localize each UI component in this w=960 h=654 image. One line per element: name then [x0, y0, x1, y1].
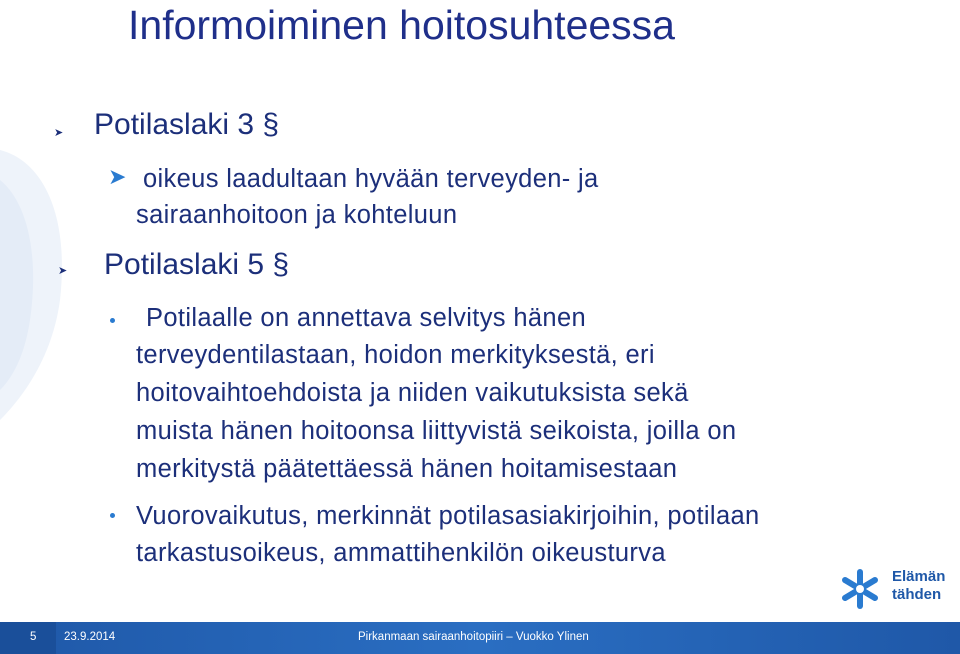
page-number: 5 — [30, 631, 37, 643]
bullet-line: merkitystä päätettäessä hänen hoitamisestaan — [136, 455, 678, 483]
slide-title: Informoiminen hoitosuhteessa — [128, 2, 675, 48]
blue-dot-icon — [110, 318, 115, 323]
page-number-box — [0, 622, 56, 654]
small-arrowhead-icon: ➤ — [58, 265, 68, 277]
bullet-line: oikeus laadultaan hyvään terveyden- ja — [143, 165, 599, 193]
elaman-tahden-logo — [836, 566, 948, 612]
medical-star-icon — [836, 566, 884, 612]
footer-bar — [0, 622, 960, 654]
blue-arrowhead-icon: ➤ — [108, 164, 127, 189]
blue-dot-icon — [110, 513, 115, 518]
bullet-line: muista hänen hoitoonsa liittyvistä seikoista, joilla on — [136, 417, 737, 445]
section-heading-potilaslaki-3: Potilaslaki 3 § — [94, 108, 280, 141]
bullet-line: Potilaalle on annettava selvitys hänen — [146, 304, 587, 332]
bullet-line: hoitovaihtoehdoista ja niiden vaikutuksista sekä — [136, 379, 689, 407]
logo-text-line2: tähden — [892, 586, 942, 603]
bullet-line: tarkastusoikeus, ammattihenkilön oikeusturva — [136, 539, 666, 567]
bullet-line: terveydentilastaan, hoidon merkityksestä, eri — [136, 341, 655, 369]
small-arrowhead-icon: ➤ — [54, 127, 64, 139]
bullet-line: sairaanhoitoon ja kohteluun — [136, 201, 458, 229]
bullet-line: Vuorovaikutus, merkinnät potilasasiakirjoihin, potilaan — [136, 502, 760, 530]
logo-text-line1: Elämän — [892, 568, 946, 585]
footer-author: Pirkanmaan sairaanhoitopiiri – Vuokko Ylinen — [358, 631, 589, 643]
section-heading-potilaslaki-5: Potilaslaki 5 § — [104, 248, 290, 281]
footer-date: 23.9.2014 — [64, 631, 116, 643]
